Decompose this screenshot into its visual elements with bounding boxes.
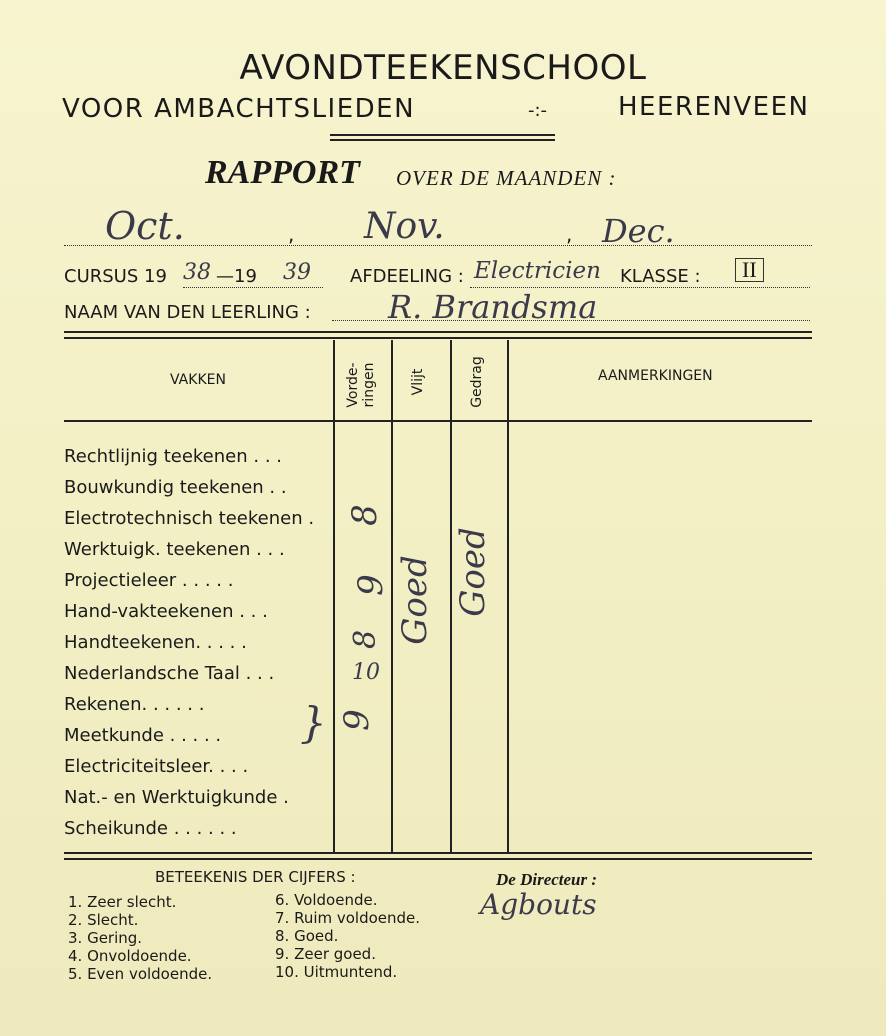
student-dotted [332, 320, 810, 321]
cursus-label: CURSUS 19 [64, 266, 167, 287]
subject-row: Bouwkundig teekenen . . [64, 477, 287, 498]
subject-row: Electrotechnisch teekenen . [64, 508, 315, 529]
subtitle-right: HEERENVEEN [618, 92, 810, 122]
grade-nederlandsche-taal: 10 [352, 660, 380, 685]
gedrag-value: Goed [452, 527, 493, 617]
legend-item: 4. Onvoldoende. [68, 947, 192, 965]
vlijt-value: Goed [394, 555, 435, 645]
legend-item: 3. Gering. [68, 929, 143, 947]
student-name: R. Brandsma [388, 288, 598, 326]
subject-row: Nat.- en Werktuigkunde . [64, 787, 289, 808]
header-vakken: VAKKEN [170, 372, 226, 388]
cursus-year-1: 38 [183, 260, 211, 285]
legend-item: 6. Voldoende. [275, 891, 378, 909]
table-bottom-line-2 [64, 858, 812, 860]
grade-projectieleer: 9 [350, 574, 391, 596]
table-header-line [64, 420, 812, 422]
subtitle-separator: -:- [528, 100, 548, 121]
subject-row: Handteekenen. . . . . [64, 632, 247, 653]
header-vorderingen: Vorde- ringen [345, 362, 377, 408]
grade-bracket: } [300, 698, 327, 747]
director-label: De Directeur : [496, 870, 598, 889]
student-label: NAAM VAN DEN LEERLING : [64, 302, 311, 323]
afdeeling-label: AFDEELING : [350, 266, 464, 287]
grade-handteekenen: 8 [348, 629, 384, 650]
subject-row: Projectieleer . . . . . [64, 570, 234, 591]
legend-title: BETEEKENIS DER CIJFERS : [155, 868, 356, 886]
subtitle-left: VOOR AMBACHTSLIEDEN [62, 94, 416, 124]
subject-row: Hand-vakteekenen . . . [64, 601, 268, 622]
klasse-value: II [735, 258, 764, 282]
cursus-dash: —19 [216, 266, 257, 287]
over-de-maanden: OVER DE MAANDEN : [396, 166, 617, 190]
school-title: AVONDTEEKENSCHOOL [239, 48, 647, 88]
cursus-year-2: 39 [283, 260, 311, 285]
table-bottom-line-1 [64, 852, 812, 854]
header-divider-2 [330, 139, 555, 141]
legend-item: 2. Slecht. [68, 911, 139, 929]
legend-item: 8. Goed. [275, 927, 339, 945]
grade-rekenen-meetkunde: 9 [336, 709, 377, 731]
comma-2: , [566, 222, 573, 246]
month-1: Oct. [105, 204, 185, 248]
subject-row: Meetkunde . . . . . [64, 725, 222, 746]
month-2: Nov. [364, 206, 445, 247]
header-aanmerkingen: AANMERKINGEN [598, 368, 713, 384]
col-divider-2 [391, 340, 393, 852]
legend-item: 5. Even voldoende. [68, 965, 213, 983]
grade-electrotechnisch: 8 [344, 504, 385, 526]
legend-item: 7. Ruim voldoende. [275, 909, 421, 927]
subject-row: Werktuigk. teekenen . . . [64, 539, 285, 560]
rapport-title: RAPPORT [205, 154, 360, 191]
afdeeling-value: Electricien [474, 258, 601, 284]
subject-row: Nederlandsche Taal . . . [64, 663, 275, 684]
subject-row: Scheikunde . . . . . . [64, 818, 237, 839]
col-divider-3 [450, 340, 452, 852]
director-signature: Agbouts [480, 888, 597, 921]
subject-row: Rekenen. . . . . . [64, 694, 205, 715]
col-divider-1 [333, 340, 335, 852]
month-3: Dec. [602, 212, 675, 250]
cursus-dotted [183, 287, 323, 288]
header-divider-1 [330, 134, 555, 136]
klasse-label: KLASSE : [620, 266, 701, 287]
table-top-line-2 [64, 337, 812, 339]
legend-item: 9. Zeer goed. [275, 945, 376, 963]
col-divider-4 [507, 340, 509, 852]
header-vlijt: Vlijt [410, 368, 426, 396]
subject-row: Rechtlijnig teekenen . . . [64, 446, 282, 467]
legend-item: 1. Zeer slecht. [68, 893, 177, 911]
comma-1: , [288, 222, 295, 246]
table-top-line-1 [64, 331, 812, 333]
header-gedrag: Gedrag [469, 356, 485, 408]
legend-item: 10. Uitmuntend. [275, 963, 398, 981]
subject-row: Electriciteitsleer. . . . [64, 756, 249, 777]
